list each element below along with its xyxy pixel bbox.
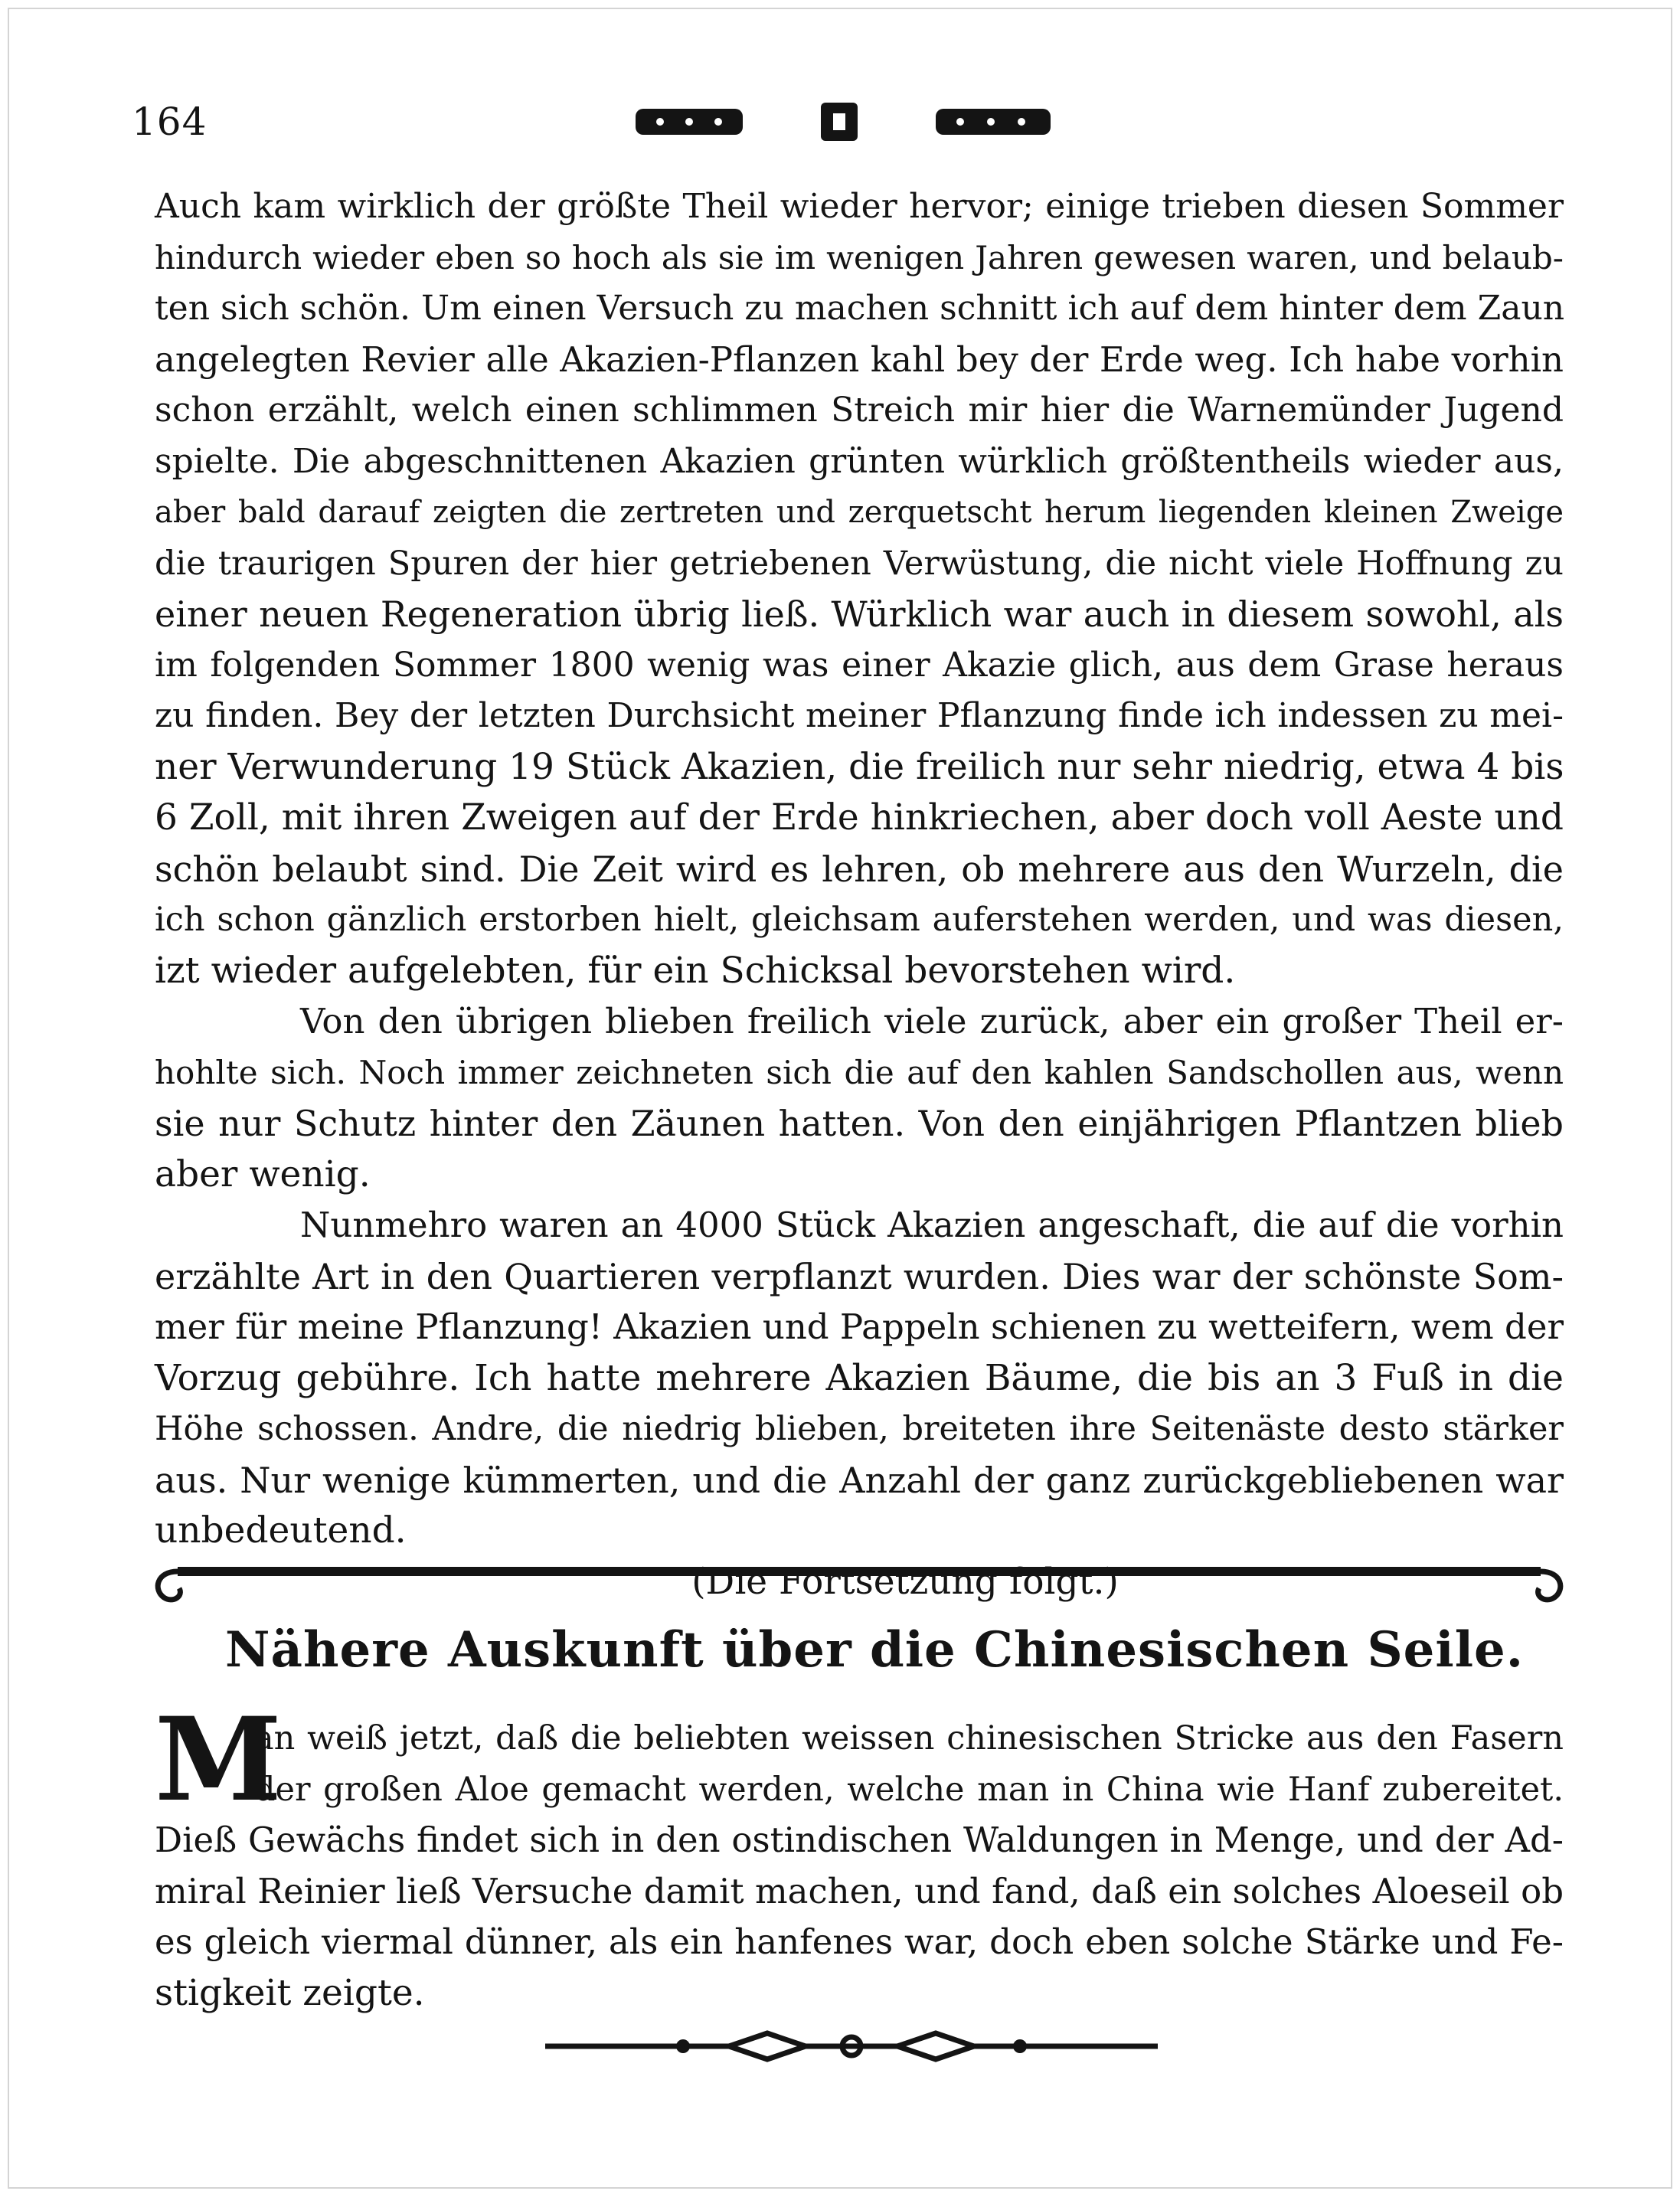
text-line: hohlte sich. Noch immer zeichneten sich die auf den kahlen Sandschollen aus, wenn	[155, 1053, 1564, 1091]
text-line: ten sich schön. Um einen Versuch zu machen schnitt ich auf dem hinter dem Zaun	[155, 289, 1565, 328]
text-line: (Die Fortsetzung folgt.)	[691, 1560, 1119, 1603]
text-line: aus. Nur wenige kümmerten, und die Anzahl der ganz zurückgebliebenen war	[155, 1459, 1564, 1501]
text-line: aber wenig.	[155, 1153, 371, 1195]
text-line: ner Verwunderung 19 Stück Akazien, die freilich nur sehr niedrig, etwa 4 bis	[155, 745, 1564, 788]
text-line: ich schon gänzlich erstorben hielt, gleichsam auferstehen werden, und was diesen,	[155, 901, 1564, 939]
article-line: stigkeit zeigte.	[155, 1971, 425, 2014]
text-line: schon erzählt, welch einen schlimmen Streich mir hier die Warnemünder Jugend	[155, 391, 1564, 430]
end-ornament	[538, 2019, 1165, 2073]
drop-cap: M	[155, 1692, 283, 1827]
text-line: Auch kam wirklich der größte Theil wieder hervor; einige trieben diesen Sommer	[155, 187, 1564, 226]
text-line: aber bald darauf zeigten die zertreten und zerquetscht herum liegenden kleinen Zweige	[155, 495, 1564, 530]
text-line: die traurigen Spuren der hier getriebenen Verwüstung, die nicht viele Hoffnung zu	[155, 544, 1564, 583]
article-line: miral Reinier ließ Versuche damit machen, und fand, daß ein solches Aloeseil ob	[155, 1870, 1564, 1911]
text-line: sie nur Schutz hinter den Zäunen hatten. Von den einjährigen Pflantzen blieb	[155, 1103, 1564, 1144]
article-line: Dieß Gewächs findet sich in den ostindischen Waldungen in Menge, und der Ad-	[155, 1820, 1564, 1860]
text-line: im folgenden Sommer 1800 wenig was einer Akazie glich, aus dem Grase heraus	[155, 645, 1564, 685]
text-line: izt wieder aufgelebten, für ein Schicksal bevorstehen wird.	[155, 949, 1236, 992]
article-heading: Nähere Auskunft über die Chinesischen Seile.	[225, 1621, 1524, 1679]
text-line: schön belaubt sind. Die Zeit wird es lehren, ob mehrere aus den Wurzeln, die	[155, 848, 1564, 890]
page	[8, 8, 1672, 2189]
text-line: angelegten Revier alle Akazien-Pflanzen kahl bey der Erde weg. Ich habe vorhin	[155, 338, 1564, 380]
text-line: hindurch wieder eben so hoch als sie im wenigen Jahren gewesen waren, und belaub-	[155, 238, 1564, 276]
text-line: erzählte Art in den Quartieren verpflanzt wurden. Dies war der schönste Som-	[155, 1255, 1564, 1297]
text-line: Von den übrigen blieben freilich viele zurück, aber ein großer Theil er-	[300, 1001, 1564, 1042]
text-line: 6 Zoll, mit ihren Zweigen auf der Erde hinkriechen, aber doch voll Aeste und	[155, 796, 1564, 839]
page-number: 164	[132, 100, 208, 144]
text-line: Nunmehro waren an 4000 Stück Akazien angeschaft, die auf die vorhin	[300, 1205, 1564, 1245]
text-line: mer für meine Pflanzung! Akazien und Pappeln schienen zu wetteifern, wem der	[155, 1306, 1564, 1347]
headpiece-ornament	[629, 95, 1089, 149]
text-line: Vorzug gebühre. Ich hatte mehrere Akazien Bäume, die bis an 3 Fuß in die	[155, 1356, 1564, 1399]
article-line: es gleich viermal dünner, als ein hanfenes war, doch eben solche Stärke und Fe-	[155, 1921, 1564, 1962]
article-line: an weiß jetzt, daß die beliebten weissen chinesischen Stricke aus den Fasern	[254, 1719, 1564, 1758]
text-line: einer neuen Regeneration übrig ließ. Würklich war auch in diesem sowohl, als	[155, 594, 1564, 635]
main-text-body	[155, 181, 1564, 1607]
text-line: Höhe schossen. Andre, die niedrig blieben, breiteten ihre Seitenäste desto stärker	[155, 1410, 1564, 1448]
article-body	[155, 1692, 1564, 2019]
text-line: zu finden. Bey der letzten Durchsicht meiner Pflanzung finde ich indessen zu mei-	[155, 696, 1564, 735]
text-line: unbedeutend.	[155, 1509, 407, 1552]
article-line: der großen Aloe gemacht werden, welche man in China wie Hanf zubereitet.	[254, 1770, 1564, 1809]
text-line: spielte. Die abgeschnittenen Akazien grünten würklich größtentheils wieder aus,	[155, 441, 1564, 481]
decorative-rule	[147, 1555, 1571, 1616]
article-lines	[155, 1713, 1564, 2019]
